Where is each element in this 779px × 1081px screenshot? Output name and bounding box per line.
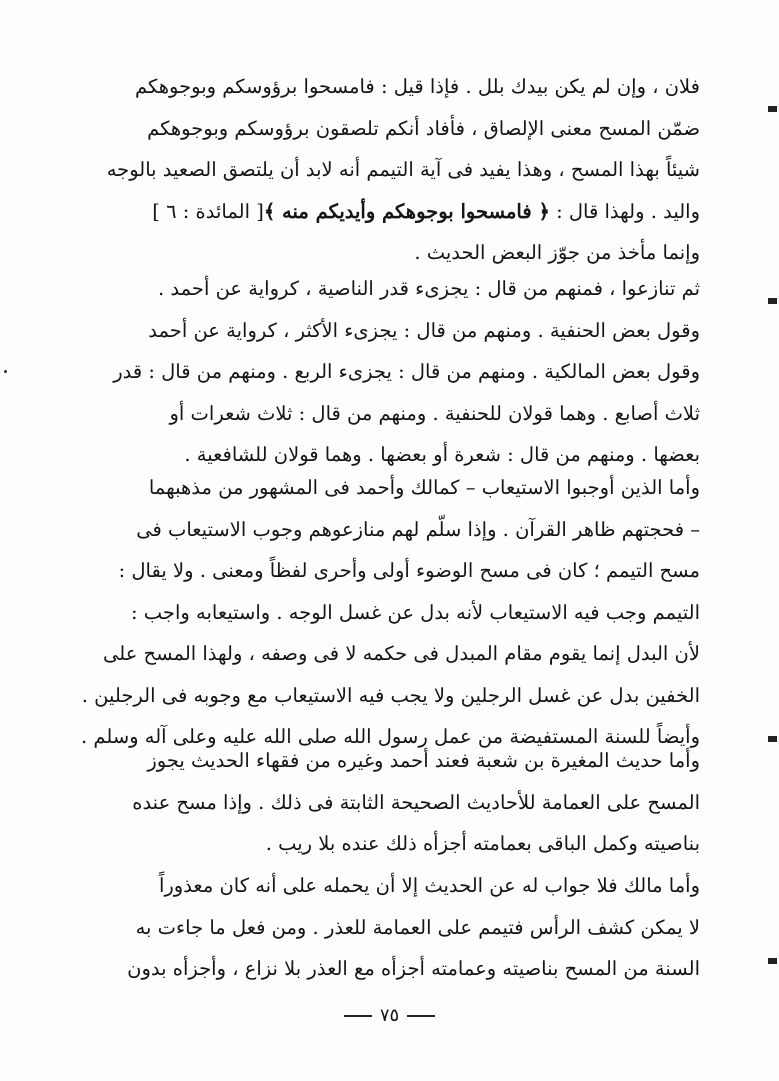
text-line: وإنما مأخذ من جوّز البعض الحديث .	[414, 241, 700, 264]
paragraph-3	[60, 467, 700, 758]
text-line: لأن البدل إنما يقوم مقام المبدل فى حكمه لا فى وصفه ، ولهذا المسح على	[103, 642, 700, 665]
text-line: فلان ، وإن لم يكن بيدك بلل . فإذا قيل : فامسحوا برؤوسكم وبوجوهكم	[134, 75, 700, 98]
text-line: وأما حديث المغيرة بن شعبة فعند أحمد وغيره من فقهاء الحديث يجوز	[147, 749, 700, 772]
margin-mark-icon	[768, 106, 777, 112]
text-line: التيمم وجب فيه الاستيعاب لأنه بدل عن غسل الوجه . واستيعابه واجب :	[131, 600, 700, 624]
text-line: – فحجتهم ظاهر القرآن . وإذا سلّم لهم منازعوهم وجوب الاستيعاب فى	[136, 517, 700, 541]
text-line: ثلاث أصابع . وهما قولان للحنفية . ومنهم من قال : ثلاث شعرات أو	[169, 401, 700, 425]
text-line: وأما مالك فلا جواب له عن الحديث إلا أن يحمله على أنه كان معذوراً	[158, 874, 700, 897]
scan-speck-icon	[4, 370, 7, 373]
text-line-with-quran-verse	[60, 191, 700, 233]
text-line: مسح التيمم ؛ كان فى مسح الوضوء أولى وأحرى لفظاً ومعنى . ولا يقال :	[118, 559, 700, 582]
page-number-footer	[0, 1005, 779, 1026]
text-line: ثم تنازعوا ، فمنهم من قال : يجزىء قدر الناصية ، كرواية عن أحمد .	[158, 277, 700, 300]
quran-verse: ﴿ فامسحوا بوجوهكم وأيديكم منه ﴾	[263, 199, 550, 223]
text-line: وأما الذين أوجبوا الاستيعاب – كمالك وأحمد فى المشهور من مذهبهما	[148, 476, 700, 499]
quran-reference: [ المائدة : ٦ ]	[152, 199, 264, 223]
text-line: وأيضاً للسنة المستفيضة من عمل رسول الله صلى الله عليه وعلى آله وسلم .	[80, 725, 700, 748]
text-line: وقول بعض المالكية . ومنهم من قال : يجزىء الربع . ومنهم من قال : قدر	[113, 360, 700, 383]
text-line: لا يمكن كشف الرأس فتيمم على العمامة للعذر . ومن فعل ما جاءت به	[135, 915, 700, 939]
page-number: ٧٥	[379, 1005, 400, 1026]
margin-mark-icon	[768, 736, 777, 742]
text-segment: واليد . ولهذا قال :	[556, 199, 700, 223]
text-line: السنة من المسح بناصيته وعمامته أجزأه مع العذر بلا نزاع ، وأجزأه بدون	[127, 957, 700, 980]
dash-icon	[407, 1015, 435, 1017]
text-line: ضمّن المسح معنى الإلصاق ، فأفاد أنكم تلصقون برؤوسكم وبوجوهكم	[147, 116, 700, 140]
text-line: بعضها . ومنهم من قال : شعرة أو بعضها . وهما قولان للشافعية .	[184, 443, 700, 466]
dash-icon	[344, 1015, 372, 1017]
paragraph-2	[60, 268, 700, 476]
paragraph-5	[60, 865, 700, 990]
paragraph-1	[60, 66, 700, 274]
text-line: شيئاً بهذا المسح ، وهذا يفيد فى آية التيمم أنه لابد أن يلتصق الصعيد بالوجه	[106, 158, 700, 181]
text-line: المسح على العمامة للأحاديث الصحيحة الثابتة فى ذلك . وإذا مسح عنده	[132, 790, 700, 814]
text-line: بناصيته وكمل الباقى بعمامته أجزأه ذلك عنده بلا ريب .	[265, 832, 700, 855]
paragraph-4	[60, 740, 700, 865]
margin-mark-icon	[768, 298, 777, 304]
margin-mark-icon	[768, 958, 777, 964]
text-line: وقول بعض الحنفية . ومنهم من قال : يجزىء الأكثر ، كرواية عن أحمد	[148, 318, 700, 342]
text-line: الخفين بدل عن غسل الرجلين ولا يجب فيه الاستيعاب مع وجوبه فى الرجلين .	[81, 683, 700, 707]
